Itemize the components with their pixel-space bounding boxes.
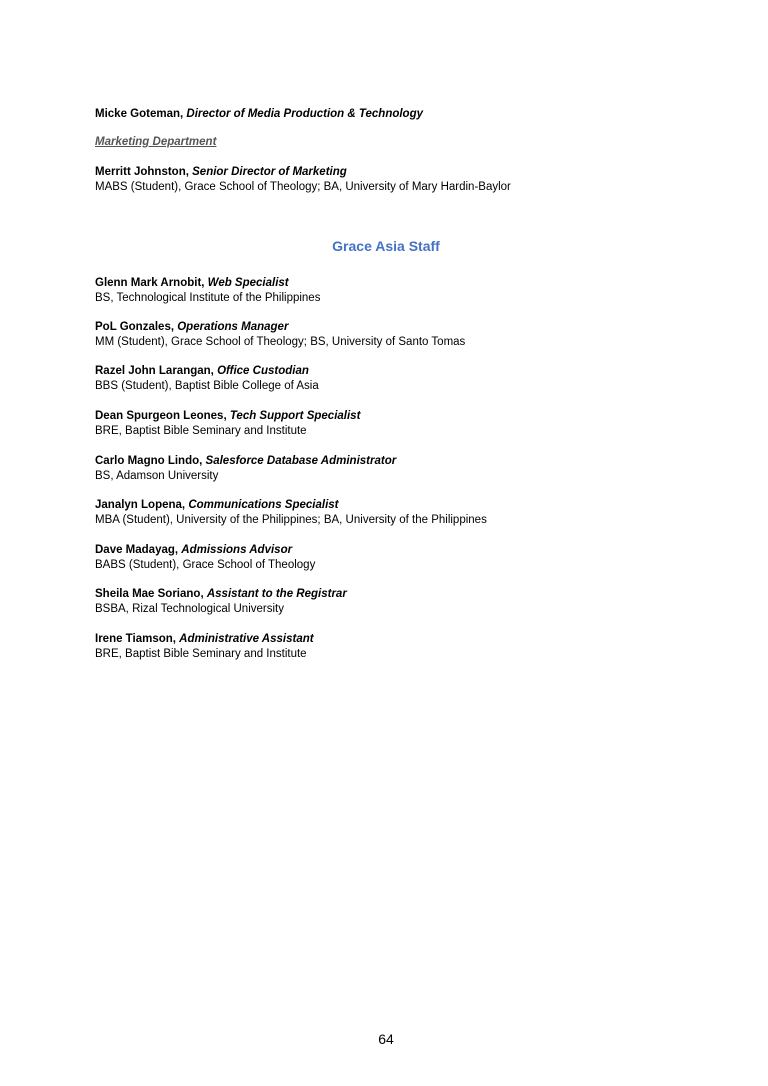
staff-entry — [95, 409, 715, 439]
staff-name: Carlo Magno Lindo — [95, 455, 200, 467]
staff-entry — [95, 454, 715, 484]
staff-entry — [95, 498, 715, 528]
page-number: 64 — [378, 1031, 394, 1047]
staff-title: Web Specialist — [207, 277, 289, 289]
staff-credentials: BS, Adamson University — [95, 470, 219, 482]
staff-title: Administrative Assistant — [179, 633, 314, 645]
staff-name: Dean Spurgeon Leones — [95, 410, 224, 422]
staff-credentials: MBA (Student), University of the Philippines; BA, University of the Philippines — [95, 514, 487, 526]
staff-name-line: Micke Goteman, Director of Media Production & Technology — [95, 108, 424, 120]
staff-credentials: MM (Student), Grace School of Theology; BS, University of Santo Tomas — [95, 336, 466, 348]
staff-entry — [95, 364, 715, 394]
staff-entry — [95, 107, 715, 122]
staff-credentials: BS, Technological Institute of the Philippines — [95, 292, 321, 304]
staff-title: Salesforce Database Administrator — [205, 455, 397, 467]
staff-title: Director of Media Production & Technology — [186, 108, 424, 120]
staff-name-line: Carlo Magno Lindo, Salesforce Database Administrator — [95, 455, 397, 467]
staff-name-line: Merritt Johnston, Senior Director of Marketing — [95, 166, 347, 178]
staff-name-line: Irene Tiamson, Administrative Assistant — [95, 633, 314, 645]
staff-title: Office Custodian — [217, 365, 309, 377]
staff-entry — [95, 587, 715, 617]
staff-title: Senior Director of Marketing — [192, 166, 347, 178]
staff-name: Razel John Larangan — [95, 365, 211, 377]
staff-name: Irene Tiamson — [95, 633, 173, 645]
staff-name-line: Janalyn Lopena, Communications Specialist — [95, 499, 339, 511]
staff-name-line: PoL Gonzales, Operations Manager — [95, 321, 289, 333]
staff-title: Assistant to the Registrar — [206, 588, 347, 600]
staff-name-line: Dean Spurgeon Leones, Tech Support Specialist — [95, 410, 361, 422]
staff-name: Merritt Johnston — [95, 166, 186, 178]
staff-entry — [95, 165, 715, 195]
staff-credentials: BABS (Student), Grace School of Theology — [95, 559, 316, 571]
staff-entry — [95, 276, 715, 306]
staff-title: Admissions Advisor — [181, 544, 293, 556]
staff-name-line: Razel John Larangan, Office Custodian — [95, 365, 309, 377]
staff-name: Glenn Mark Arnobit — [95, 277, 202, 289]
marketing-department-heading: Marketing Department — [95, 136, 217, 148]
staff-name: PoL Gonzales — [95, 321, 171, 333]
staff-credentials: MABS (Student), Grace School of Theology; BA, University of Mary Hardin-Baylor — [95, 181, 511, 193]
staff-entry — [95, 320, 715, 350]
staff-name: Sheila Mae Soriano — [95, 588, 201, 600]
staff-name: Dave Madayag — [95, 544, 175, 556]
staff-name-line: Glenn Mark Arnobit, Web Specialist — [95, 277, 289, 289]
staff-credentials: BRE, Baptist Bible Seminary and Institute — [95, 648, 307, 660]
staff-title: Tech Support Specialist — [229, 410, 361, 422]
staff-credentials: BBS (Student), Baptist Bible College of Asia — [95, 380, 319, 392]
staff-name: Janalyn Lopena — [95, 499, 182, 511]
grace-asia-staff-heading: Grace Asia Staff — [332, 238, 440, 254]
staff-title: Operations Manager — [177, 321, 289, 333]
staff-name-line: Sheila Mae Soriano, Assistant to the Registrar — [95, 588, 347, 600]
staff-entry — [95, 543, 715, 573]
staff-entry — [95, 632, 715, 662]
staff-name: Micke Goteman — [95, 108, 180, 120]
staff-credentials: BSBA, Rizal Technological University — [95, 603, 284, 615]
staff-credentials: BRE, Baptist Bible Seminary and Institute — [95, 425, 307, 437]
staff-title: Communications Specialist — [188, 499, 339, 511]
staff-name-line: Dave Madayag, Admissions Advisor — [95, 544, 293, 556]
